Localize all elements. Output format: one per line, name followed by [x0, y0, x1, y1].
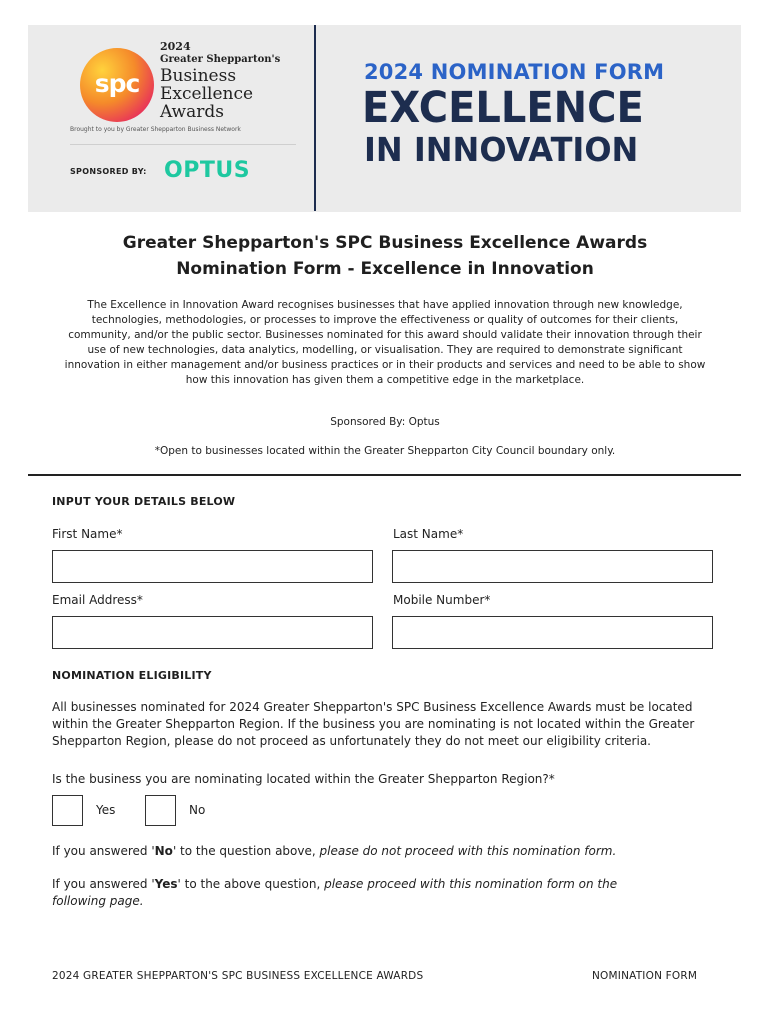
open-note: *Open to businesses located within the Greater Shepparton City Council boundary only.	[154, 445, 616, 457]
section-divider	[28, 474, 741, 476]
no-label: No	[189, 803, 206, 817]
yes-label: Yes	[96, 803, 116, 817]
eligibility-heading: NOMINATION ELIGIBILITY	[52, 669, 212, 682]
yes-note-pre: If you answered '	[52, 877, 155, 891]
footer-left: 2024 GREATER SHEPPARTON'S SPC BUSINESS EXCELLENCE AWARDS	[52, 970, 424, 982]
spc-logo-icon	[80, 48, 154, 122]
first-name-field[interactable]	[52, 550, 373, 583]
mobile-field[interactable]	[392, 616, 713, 649]
logo-org: Greater Shepparton's	[160, 54, 281, 65]
no-note-bold: No	[154, 844, 173, 858]
details-heading: INPUT YOUR DETAILS BELOW	[52, 495, 236, 508]
first-name-label: First Name*	[52, 527, 123, 541]
no-checkbox[interactable]	[145, 795, 176, 826]
footer-right: NOMINATION FORM	[592, 970, 698, 982]
logo-year: 2024	[160, 40, 191, 53]
eligibility-question: Is the business you are nominating located within the Greater Shepparton Region?*	[52, 772, 555, 786]
eligibility-paragraph: All businesses nominated for 2024 Greater Shepparton's SPC Business Excellence Awards must be located within the Greater Shepparton Region. If the business you are nominating is not located within the Greater Shepparton Region, please do not proceed as unfortunately they do not meet our eligibility criteria.	[52, 700, 695, 748]
heading-line-2: IN INNOVATION	[364, 130, 639, 169]
yes-note-italic-2: following page.	[52, 894, 144, 908]
no-note-italic: please do not proceed with this nomination form.	[319, 844, 617, 858]
last-name-label: Last Name*	[393, 527, 464, 541]
yes-note-bold: Yes	[154, 877, 178, 891]
logo-title-line-2: Excellence	[160, 84, 254, 104]
heading-line-1: EXCELLENCE	[362, 83, 644, 133]
yes-answer-note	[52, 876, 722, 910]
banner-divider	[314, 25, 316, 211]
sponsored-by-label: SPONSORED BY:	[70, 167, 147, 176]
last-name-field[interactable]	[392, 550, 713, 583]
logo-brought-by: Brought to you by Greater Shepparton Business Network	[70, 126, 241, 133]
page-title-line-1: Greater Shepparton's SPC Business Excellence Awards	[122, 233, 648, 253]
logo-divider	[70, 144, 296, 145]
page-title-line-2: Nomination Form - Excellence in Innovation	[176, 259, 594, 279]
email-label: Email Address*	[52, 593, 143, 607]
yes-note-mid: ' to the above question,	[177, 877, 325, 891]
logo-title-line-1: Business	[160, 66, 237, 86]
logo-initials: spc	[94, 69, 140, 98]
sponsored-by-text: Sponsored By: Optus	[330, 416, 440, 428]
intro-paragraph: The Excellence in Innovation Award recognises businesses that have applied innovation through new knowledge, technologies, methodologies, or processes to improve the effectiveness or quality of outcomes for their clients, community, and/or the public sector. Businesses nominated for this award should validate their innovation through their use of new technologies, data analytics, modelling, or visualisation. They are required to demonstrate significant innovation in either management and/or business practices or in their products and services and need to be able to show how this innovation has given them a competitive edge in the marketplace.	[64, 299, 706, 386]
form-label: 2024 NOMINATION FORM	[364, 60, 665, 84]
yes-note-italic-1: please proceed with this nomination form on the	[324, 877, 618, 891]
yes-checkbox[interactable]	[52, 795, 83, 826]
email-field[interactable]	[52, 616, 373, 649]
no-note-mid: ' to the question above,	[172, 844, 320, 858]
mobile-label: Mobile Number*	[393, 593, 491, 607]
no-answer-note	[52, 843, 722, 860]
logo-title-line-3: Awards	[160, 102, 224, 122]
optus-logo: OPTUS	[164, 158, 251, 183]
no-note-pre: If you answered '	[52, 844, 155, 858]
